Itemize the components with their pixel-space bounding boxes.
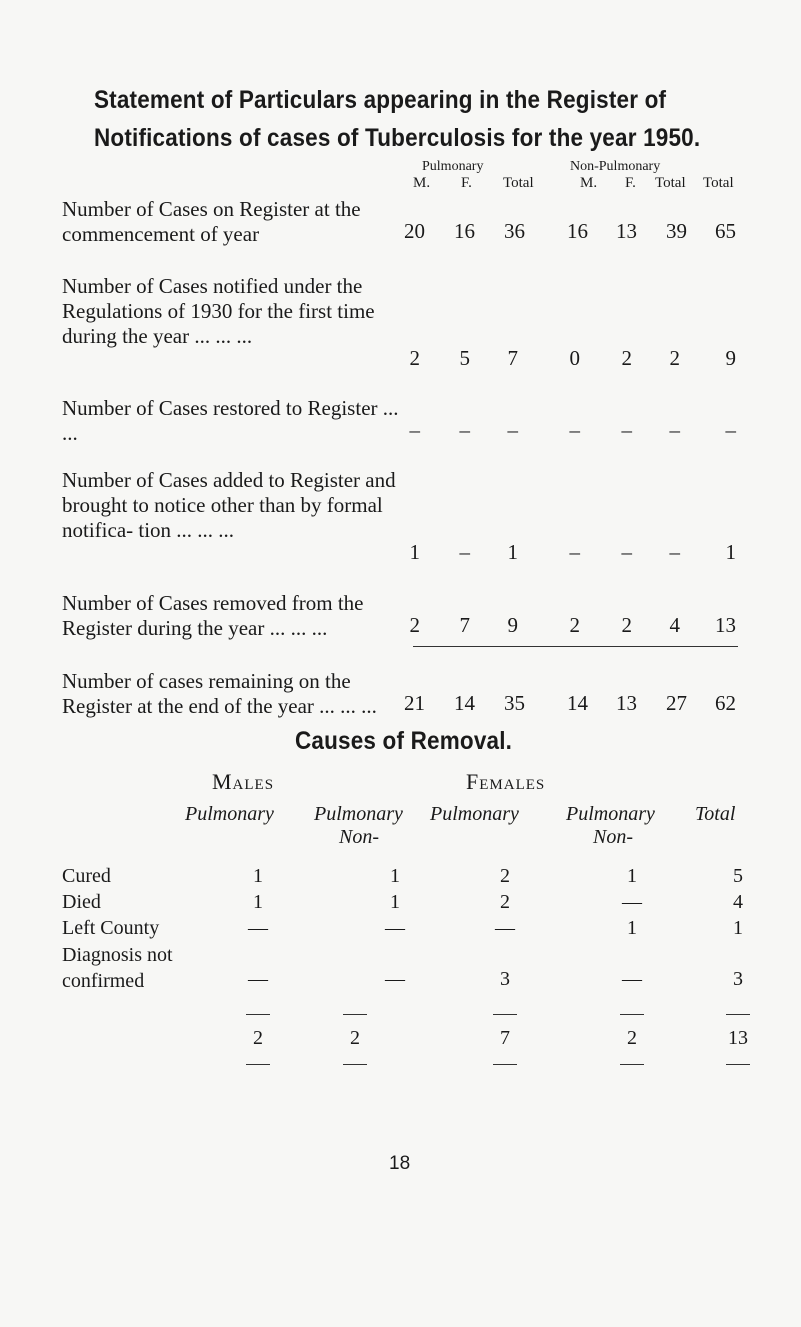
- sub-header-total: Total: [655, 175, 686, 191]
- females-header: Females: [466, 769, 546, 794]
- removal-cell: 1: [253, 891, 263, 913]
- cell-pulm-total: 9: [507, 613, 518, 637]
- removal-cell: 1: [253, 865, 263, 887]
- row-label: Number of Cases notified under the Regulations of 1930 for the first time during the year ... ... ...: [62, 274, 375, 348]
- removal-cell: —: [248, 917, 268, 939]
- group-header-non-pulmonary: Non-Pulmonary: [570, 159, 661, 174]
- col-header: Pulmonary: [314, 803, 403, 825]
- removal-cell: 1: [733, 917, 743, 939]
- cell-pulm-total: 7: [507, 346, 518, 370]
- removal-cell: —: [622, 891, 642, 913]
- cell-pulm-f: 14: [454, 691, 475, 715]
- cell-pulm-m: 2: [409, 346, 420, 370]
- removal-cell: 1: [627, 917, 637, 939]
- cell-pulm-m: 20: [404, 219, 425, 243]
- cell-grand-total: 1: [725, 540, 736, 564]
- cell-pulm-total: 35: [504, 691, 525, 715]
- cell-nonpulm-total: –: [669, 540, 680, 564]
- sub-header-total: Total: [503, 175, 534, 191]
- sub-header-f: F.: [625, 175, 636, 191]
- col-subheader: Non-: [339, 826, 379, 848]
- removal-cell: 1: [390, 891, 400, 913]
- cell-pulm-f: –: [459, 540, 470, 564]
- cell-nonpulm-total: 39: [666, 219, 687, 243]
- title-line-1: Statement of Particulars appearing in the Register of: [94, 86, 667, 114]
- row-label: Number of Cases on Register at the commencement of year: [62, 197, 361, 246]
- males-header: Males: [212, 769, 275, 794]
- cell-nonpulm-f: 13: [616, 219, 637, 243]
- cell-pulm-total: 36: [504, 219, 525, 243]
- cell-pulm-m: –: [409, 418, 420, 442]
- removal-total: 7: [500, 1027, 510, 1049]
- removal-row-label: Diagnosis not confirmed: [62, 944, 173, 992]
- removal-cell: 1: [390, 865, 400, 887]
- cell-nonpulm-m: 2: [569, 613, 580, 637]
- total-rule: [726, 1064, 750, 1065]
- cell-pulm-f: 5: [459, 346, 470, 370]
- cell-nonpulm-f: 2: [621, 613, 632, 637]
- total-rule: [620, 1014, 644, 1015]
- total-rule: [246, 1064, 270, 1065]
- title-line-2: Notifications of cases of Tuberculosis for the year 1950.: [94, 124, 701, 152]
- cell-grand-total: 62: [715, 691, 736, 715]
- cell-nonpulm-m: 16: [567, 219, 588, 243]
- sub-header-m: M.: [413, 175, 431, 191]
- removal-cell: —: [248, 968, 268, 990]
- cell-nonpulm-f: –: [621, 418, 632, 442]
- cell-grand-total: –: [725, 418, 736, 442]
- removal-total: 2: [350, 1027, 360, 1049]
- removal-cell: 1: [627, 865, 637, 887]
- removal-cell: 3: [500, 968, 510, 990]
- col-header-total: Total: [695, 803, 736, 825]
- row-label: Number of Cases restored to Register ... ...: [62, 396, 399, 445]
- cell-pulm-total: 1: [507, 540, 518, 564]
- cell-grand-total: 65: [715, 219, 736, 243]
- removal-cell: —: [385, 917, 405, 939]
- group-header-pulmonary: Pulmonary: [422, 159, 484, 174]
- cell-pulm-m: 1: [409, 540, 420, 564]
- total-rule: [246, 1014, 270, 1015]
- cell-nonpulm-f: 13: [616, 691, 637, 715]
- row-label: Number of cases remaining on the Register at the end of the year ... ... ...: [62, 669, 377, 718]
- cell-grand-total: 13: [715, 613, 736, 637]
- col-subheader: Non-: [593, 826, 633, 848]
- removal-total: 2: [627, 1027, 637, 1049]
- removal-row-label: Died: [62, 891, 101, 913]
- removal-total: 2: [253, 1027, 263, 1049]
- cell-nonpulm-m: 0: [569, 346, 580, 370]
- cell-nonpulm-total: 4: [669, 613, 680, 637]
- cell-pulm-f: 7: [459, 613, 470, 637]
- row-label: Number of Cases added to Register and brought to notice other than by formal notifica- tion ... ... ...: [62, 468, 396, 542]
- removal-cell: —: [495, 917, 515, 939]
- table-rule: [413, 646, 738, 647]
- cell-nonpulm-total: –: [669, 418, 680, 442]
- removal-total: 13: [728, 1027, 748, 1049]
- row-label: Number of Cases removed from the Register during the year ... ... ...: [62, 591, 364, 640]
- cell-pulm-m: 21: [404, 691, 425, 715]
- total-rule: [726, 1014, 750, 1015]
- sub-header-grand-total: Total: [703, 175, 734, 191]
- removal-row-label: Cured: [62, 865, 111, 887]
- removal-row-label: Left County: [62, 917, 160, 939]
- cell-pulm-m: 2: [409, 613, 420, 637]
- sub-header-f: F.: [461, 175, 472, 191]
- total-rule: [343, 1014, 367, 1015]
- col-header: Pulmonary: [566, 803, 655, 825]
- cell-grand-total: 9: [725, 346, 736, 370]
- removal-cell: —: [622, 968, 642, 990]
- total-rule: [620, 1064, 644, 1065]
- removal-cell: 2: [500, 891, 510, 913]
- total-rule: [493, 1064, 517, 1065]
- cell-nonpulm-m: –: [569, 540, 580, 564]
- page-number: 18: [389, 1153, 411, 1174]
- cell-pulm-total: –: [507, 418, 518, 442]
- cell-nonpulm-m: 14: [567, 691, 588, 715]
- total-rule: [343, 1064, 367, 1065]
- removal-cell: 3: [733, 968, 743, 990]
- removal-title: Causes of Removal.: [295, 727, 513, 755]
- cell-pulm-f: 16: [454, 219, 475, 243]
- col-header: Pulmonary: [185, 803, 274, 825]
- total-rule: [493, 1014, 517, 1015]
- cell-nonpulm-total: 2: [669, 346, 680, 370]
- cell-nonpulm-f: 2: [621, 346, 632, 370]
- cell-pulm-f: –: [459, 418, 470, 442]
- removal-cell: 5: [733, 865, 743, 887]
- removal-cell: 2: [500, 865, 510, 887]
- sub-header-m: M.: [580, 175, 598, 191]
- cell-nonpulm-m: –: [569, 418, 580, 442]
- col-header: Pulmonary: [430, 803, 519, 825]
- cell-nonpulm-total: 27: [666, 691, 687, 715]
- removal-cell: —: [385, 968, 405, 990]
- removal-cell: 4: [733, 891, 743, 913]
- cell-nonpulm-f: –: [621, 540, 632, 564]
